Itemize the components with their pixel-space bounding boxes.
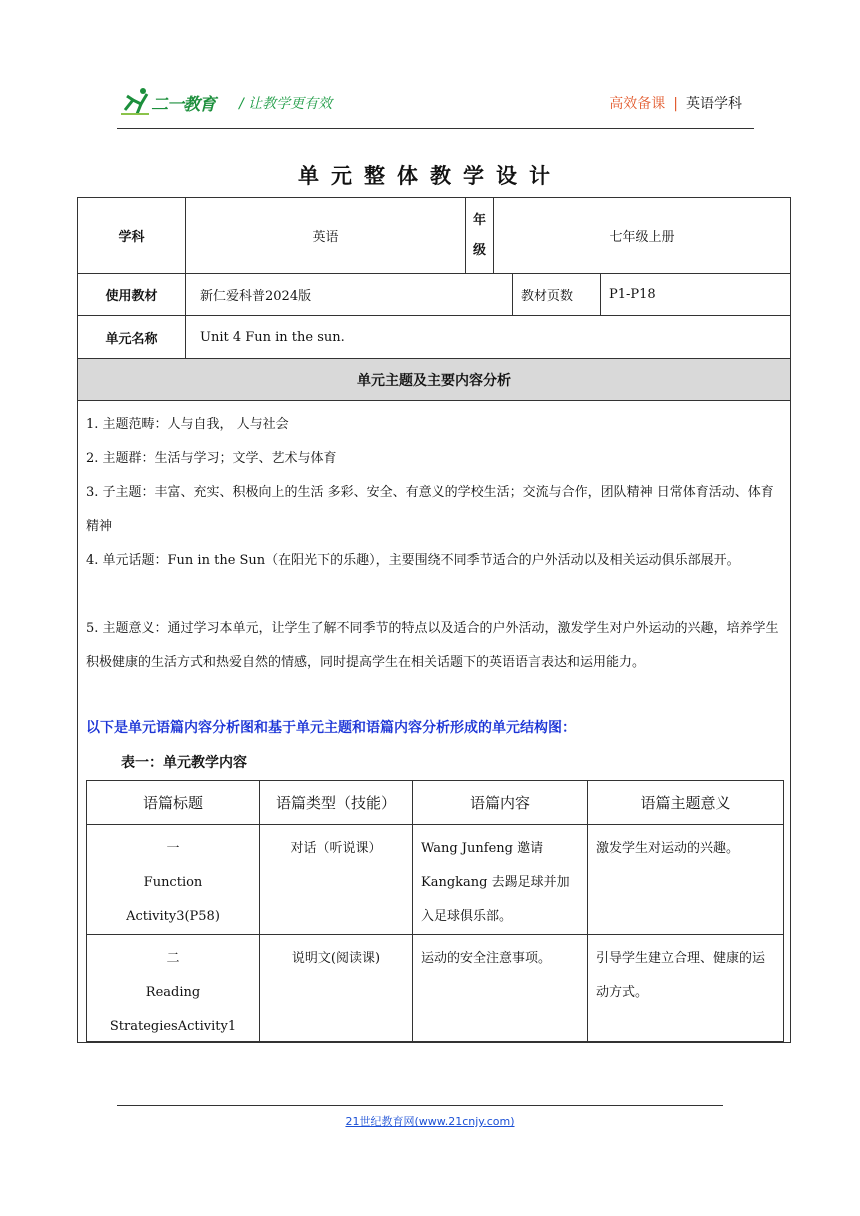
grade-label <box>466 198 493 273</box>
analysis-item-1: 1. 主题范畴：人与自我， 人与社会 <box>86 417 289 432</box>
table-row-1-title <box>87 832 259 934</box>
section-title: 单元主题及主要内容分析 <box>78 359 790 400</box>
tag-english-subject: 英语学科 <box>686 96 742 112</box>
analysis-item-3: 3. 子主题：丰富、充实、积极向上的生活 多彩、安全、有意义的学校生活；交流与合作，团队精神 日常体育活动、体育精神 <box>86 485 774 534</box>
structure-heading: 以下是单元语篇内容分析图和基于单元主题和语篇内容分析形成的单元结构图： <box>86 720 576 736</box>
page-header <box>117 82 754 130</box>
row-1-title-text: Function Activity3(P58) <box>126 875 220 924</box>
pages-label: 教材页数 <box>521 289 574 304</box>
header-divider <box>117 128 754 129</box>
textbook-label: 使用教材 <box>105 289 158 304</box>
grade-label-bottom: 级 <box>472 242 486 258</box>
table-caption: 表一：单元教学内容 <box>121 755 247 771</box>
table-row-2-type: 说明文(阅读课) <box>291 951 381 966</box>
table-row-2-meaning: 引导学生建立合理、健康的运动方式。 <box>596 951 766 1000</box>
table-row-2-content: 运动的安全注意事项。 <box>421 951 552 966</box>
header-title: 语篇标题 <box>142 794 203 812</box>
row-divider <box>87 824 783 825</box>
row-2-title-text-1: Reading <box>145 985 201 1000</box>
unit-label: 单元名称 <box>105 331 158 347</box>
table-row-1-content: Wang Junfeng 邀请 Kangkang 去踢足球并加入足球俱乐部。 <box>421 841 570 924</box>
pages-value: P1-P18 <box>609 287 656 302</box>
slogan: / 让教学更有效 <box>239 96 333 112</box>
row-2-title-number: 二 <box>166 951 180 966</box>
header-tags <box>609 93 742 113</box>
row-2-title-text-2: StrategiesActivity1 <box>109 1019 237 1034</box>
subject-value: 英语 <box>312 230 339 245</box>
teaching-content-table <box>86 780 784 1042</box>
footer-divider <box>117 1105 723 1106</box>
row-1-title-number: 一 <box>166 841 180 856</box>
tag-efficient-prep: 高效备课 <box>609 96 666 112</box>
footer-link[interactable]: 21世纪教育网(www.21cnjy.com) <box>345 1115 515 1128</box>
tag-separator: | <box>673 96 678 112</box>
header-type: 语篇类型（技能） <box>275 794 396 812</box>
subject-label: 学科 <box>118 230 145 245</box>
analysis-item-5: 5. 主题意义：通过学习本单元，让学生了解不同季节的特点以及适合的户外活动，激发学生对户外运动的兴趣，培养学生积极健康的生活方式和热爱自然的情感，同时提高学生在相关话题下的英语语言表达和运用能力。 <box>86 621 779 670</box>
grade-value: 七年级上册 <box>609 230 675 245</box>
logo-text: 二一教育 <box>151 95 215 115</box>
header-meaning: 语篇主题意义 <box>640 794 731 812</box>
document-title: 单元整体教学设计 <box>298 164 562 188</box>
unit-value: Unit 4 Fun in the sun. <box>200 329 345 345</box>
header-content: 语篇内容 <box>469 794 530 812</box>
grade-label-top: 年 <box>472 212 486 228</box>
row-divider <box>87 934 783 935</box>
table-row-1-type: 对话（听说课） <box>290 841 382 856</box>
analysis-item-4: 4. 单元话题：Fun in the Sun（在阳光下的乐趣），主要围绕不同季节适合的户外活动以及相关运动俱乐部展开。 <box>86 553 740 568</box>
analysis-item-2: 2. 主题群：生活与学习；文学、艺术与体育 <box>86 451 337 466</box>
table-row-2-title <box>87 942 259 1044</box>
table-row-1-meaning: 激发学生对运动的兴趣。 <box>596 841 740 856</box>
row-divider <box>78 400 790 401</box>
textbook-value: 新仁爱科普2024版 <box>200 289 312 304</box>
